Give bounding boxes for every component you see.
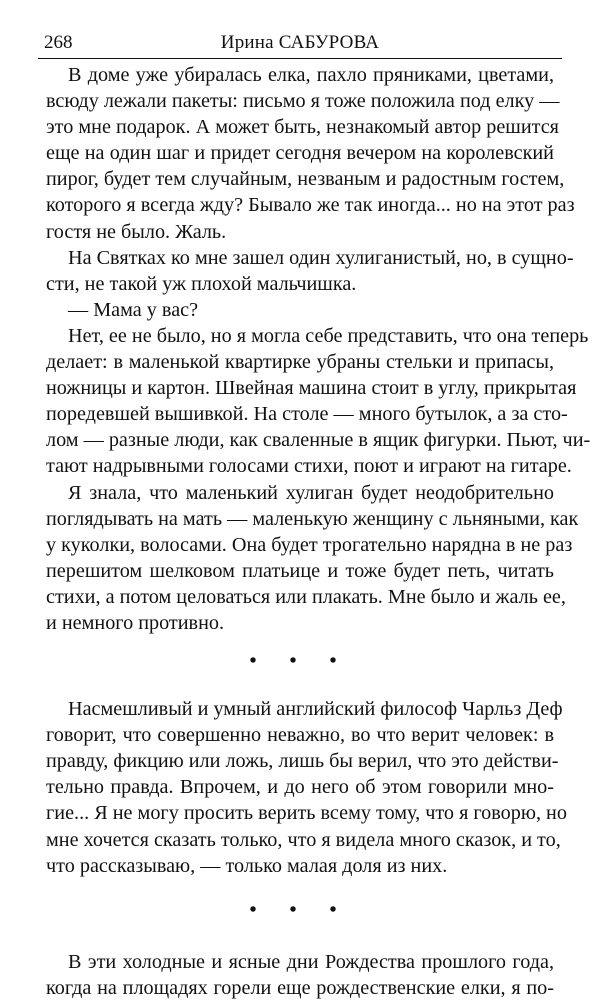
text-line: Насмешливый и умный английский философ Чарльз Деф bbox=[68, 698, 563, 721]
text-line: гие... Я не могу просить верить всему тому, что я говорю, но bbox=[46, 802, 567, 825]
section-separator: • • • bbox=[249, 898, 351, 921]
text-line: делает: в маленькой квартирке убраны стельки и припасы, bbox=[46, 351, 554, 374]
text-line: Я знала, что маленький хулиган будет неодобрительно bbox=[68, 481, 554, 504]
text-line: тельно правда. Впрочем, и до него об этом говорили мно- bbox=[46, 776, 554, 799]
text-line: тают надрывными голосами стихи, поют и играют на гитаре. bbox=[46, 455, 572, 478]
text-line: и немного противно. bbox=[46, 611, 225, 634]
text-line: которого я всегда жду? Бывало же так иногда... но на этот раз bbox=[46, 194, 575, 217]
text-line: На Святках ко мне зашел один хулиганистый, но, в сущно- bbox=[68, 246, 574, 269]
text-line: поредевшей вышивкой. На столе — много бутылок, а за сто- bbox=[46, 403, 568, 426]
text-line: говорит, что совершенно неважно, во что верит человек: в bbox=[46, 724, 554, 747]
text-line: гостя не было. Жаль. bbox=[46, 220, 227, 243]
paragraph-2 bbox=[46, 245, 574, 297]
paragraph-7 bbox=[46, 949, 554, 1001]
text-line: Нет, ее не было, но я могла себе представить, что она теперь bbox=[68, 324, 589, 347]
body-text bbox=[46, 62, 591, 1001]
text-line: правду, фикцию или ложь, лишь бы верил, что это действи- bbox=[46, 750, 559, 773]
text-line: всюду лежали пакеты: письмо я тоже положила под елку — bbox=[46, 90, 560, 113]
text-line: у куколки, волосами. Она будет трогательно нарядна в не раз bbox=[46, 533, 573, 556]
text-line: стихи, а потом целоваться или плакать. Мне было и жаль ее, bbox=[46, 585, 566, 608]
paragraph-5 bbox=[46, 480, 579, 637]
text-line: пирог, будет тем случайным, незваным и радостным гостем, bbox=[46, 168, 565, 191]
text-line: В эти холодные и ясные дни Рождества прошлого года, bbox=[68, 950, 554, 973]
paragraph-3 bbox=[46, 297, 554, 323]
running-title: Ирина САБУРОВА bbox=[220, 32, 380, 53]
paragraph-6 bbox=[46, 696, 567, 879]
text-line: ножницы и картон. Швейная машина стоит в углу, прикрытая bbox=[46, 377, 577, 400]
text-line: лом — разные люди, как сваленные в ящик фигурки. Пьют, чи- bbox=[46, 429, 591, 452]
text-line: сти, не такой уж плохой мальчишка. bbox=[46, 272, 357, 295]
paragraph-1 bbox=[46, 62, 575, 245]
text-line: когда на площадях горели еще рождественские елки, я по- bbox=[46, 976, 554, 999]
text-line: — Мама у вас? bbox=[68, 298, 199, 321]
page-header bbox=[38, 30, 562, 59]
paragraph-4 bbox=[46, 323, 591, 480]
text-line: поглядывать на мать — маленькую женщину с льняными, как bbox=[46, 507, 579, 530]
section-separator: • • • bbox=[249, 650, 351, 673]
text-line: В доме уже убиралась елка, пахло пряниками, цветами, bbox=[68, 64, 554, 86]
text-line: мне хочется сказать только, что я видела много сказок, и то, bbox=[46, 828, 561, 851]
text-line: это мне подарок. А может быть, незнакомый автор решится bbox=[46, 116, 559, 139]
text-line: перешитом шелковом платьице и тоже будет петь, читать bbox=[46, 559, 554, 582]
text-line: что рассказываю, — только малая доля из них. bbox=[46, 854, 448, 877]
text-line: еще на один шаг и придет сегодня вечером на королевский bbox=[46, 142, 554, 165]
page-number: 268 bbox=[44, 32, 73, 53]
